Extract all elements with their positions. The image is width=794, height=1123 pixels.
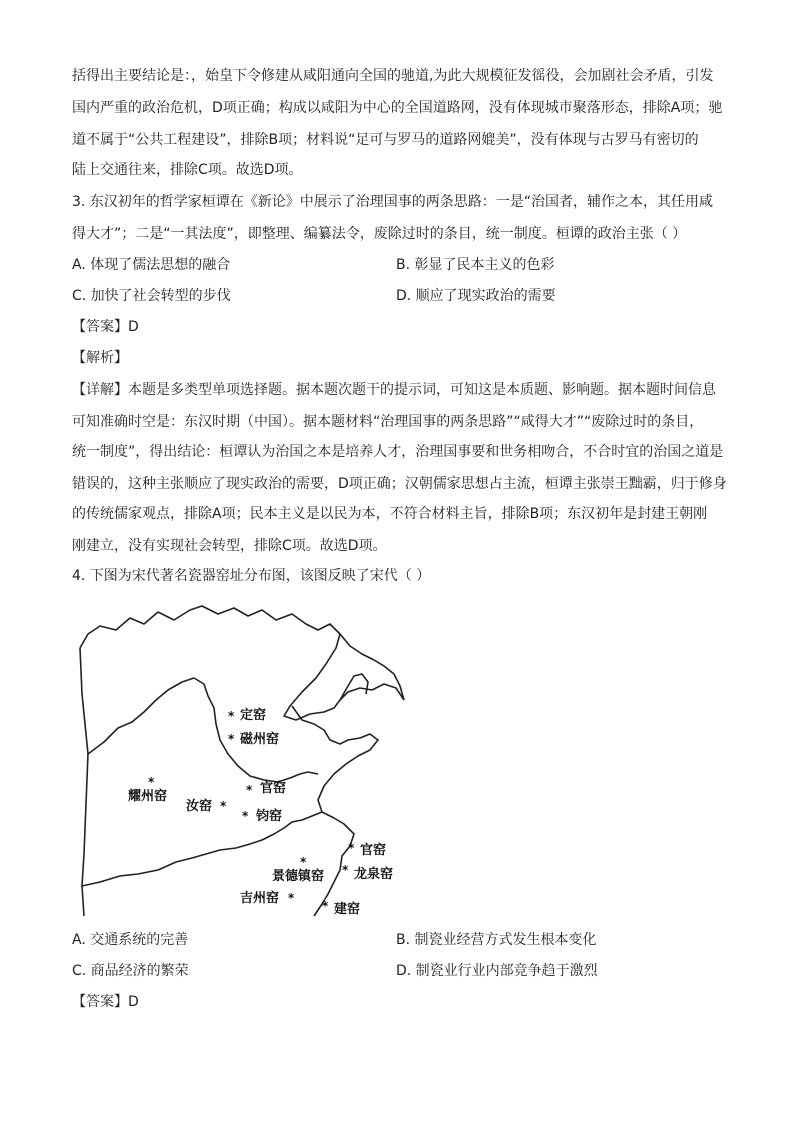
kiln-label-jian: 建窑 — [334, 902, 361, 917]
kiln-label-guan-south: 官窑 — [360, 843, 387, 858]
q4-option-d: D. 制瓷业行业内部竞争趋于激烈 — [396, 963, 598, 979]
kiln-label-jun: 钧窑 — [256, 809, 283, 824]
kiln-label-cizhou: 磁州窑 — [240, 732, 280, 747]
kiln-star: * — [148, 775, 155, 789]
q3-stem-line-1: 3. 东汉初年的哲学家桓谭在《新论》中展示了治理国事的两条思路：一是“治国者，辅作之本，其任用咸 — [72, 194, 714, 210]
q3-answer — [72, 317, 139, 337]
kiln-star: * — [246, 783, 253, 797]
kiln-star: * — [342, 863, 349, 877]
prev-analysis-line-1: 括得出主要结论是：，始皇下令修建从咸阳通向全国的驰道,为此大规模征发徭役，会加剧社会矛盾，引发 — [72, 68, 714, 84]
q4-answer-value: D — [128, 994, 139, 1010]
q3-option-d: D. 顺应了现实政治的需要 — [396, 288, 556, 304]
kiln-star: * — [288, 891, 295, 905]
kiln-star: * — [322, 899, 329, 913]
q3-answer-label: 【答案】 — [72, 319, 128, 335]
q3-option-b: B. 彰显了民本主义的色彩 — [396, 257, 555, 273]
north-coastline — [80, 606, 404, 720]
q3-detail-line-3: 统一制度”，得出结论：桓谭认为治国之本是培养人才，治理国事要和世务相吻合，不合时宜的治国之道是 — [72, 444, 724, 460]
q3-detail-line-5: 的传统儒家观点，排除A项；民本主义是以民为本，不符合材料主旨，排除B项；东汉初年是封建王朝刚 — [72, 506, 708, 522]
q3-detail-line-4: 错误的，这种主张顺应了现实政治的需要，D项正确；汉朝儒家思想占主流，桓谭主张崇王黜霸，归于修身 — [72, 476, 727, 492]
kiln-label-longquan: 龙泉窑 — [354, 867, 394, 882]
q4-stem: 4. 下图为宋代著名瓷器窑址分布图，该图反映了宋代（ ） — [72, 568, 431, 584]
q3-analysis-label: 【解析】 — [72, 350, 128, 366]
q3-option-c: C. 加快了社会转型的步伐 — [72, 288, 231, 304]
kiln-label-ding: 定窑 — [240, 708, 267, 723]
kiln-star: * — [242, 809, 249, 823]
prev-analysis-line-2: 国内严重的政治危机，D项正确；构成以咸阳为中心的全国道路网，没有体现城市聚落形态，排除A项；驰 — [72, 100, 723, 116]
kiln-star: * — [300, 855, 307, 869]
kiln-star: * — [228, 732, 235, 746]
q4-answer-label: 【答案】 — [72, 994, 128, 1010]
q4-option-c: C. 商品经济的繁荣 — [72, 963, 189, 979]
shandong-coast — [292, 706, 378, 916]
q4-answer — [72, 992, 139, 1012]
song-kiln-map — [78, 604, 418, 920]
kiln-label-jingdezhen: 景德镇窑 — [272, 869, 325, 884]
q3-detail-line-6: 刚建立，没有实现社会转型，排除C项。故选D项。 — [72, 538, 387, 554]
q3-answer-value: D — [128, 319, 139, 335]
kiln-star: * — [220, 799, 227, 813]
kiln-star: * — [348, 841, 355, 855]
q3-detail-line-2: 可知准确时空是：东汉时期（中国）。据本题材料“治理国事的两条思路”“咸得大才”“废除过时的条目， — [72, 414, 704, 430]
west-boundary — [80, 648, 88, 916]
q4-option-a: A. 交通系统的完善 — [72, 932, 189, 948]
kiln-label-guan-north: 官窑 — [260, 781, 287, 796]
kiln-label-yaozhou: 耀州窑 — [128, 789, 168, 804]
prev-analysis-line-4: 陆上交通往来，排除C项。故选D项。 — [72, 162, 303, 178]
kiln-label-jizhou: 吉州窑 — [240, 891, 280, 906]
q3-detail-line-1: 【详解】本题是多类型单项选择题。据本题次题干的提示词，可知这是本质题、影响题。据本题时间信息 — [72, 382, 716, 398]
q4-option-b: B. 制瓷业经营方式发生根本变化 — [396, 932, 597, 948]
kiln-label-ru: 汝窑 — [186, 799, 213, 814]
kiln-star: * — [228, 709, 235, 723]
q3-option-a: A. 体现了儒法思想的融合 — [72, 257, 231, 273]
yellow-river — [88, 678, 318, 782]
prev-analysis-line-3: 道不属于“公共工程建设”，排除B项；材料说“足可与罗马的道路网媲美”，没有体现与古罗马有密切的 — [72, 132, 699, 148]
q3-stem-line-2: 得大才”；二是“一其法度”，即整理、编纂法令，废除过时的条目，统一制度。桓谭的政治主张（ ） — [72, 226, 687, 242]
